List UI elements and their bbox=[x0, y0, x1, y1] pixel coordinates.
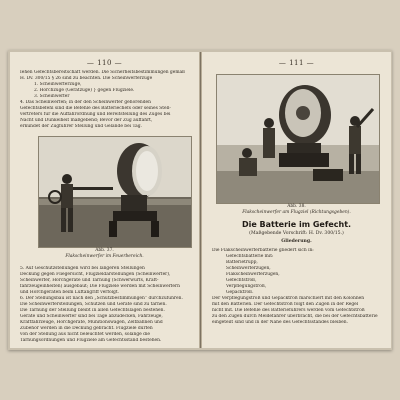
text-line: von der Stellung aus nicht beleuchtet werden, solange die bbox=[20, 332, 150, 337]
figure-subcaption-left: Flakscheinwerfer im Feuerbereich. bbox=[65, 254, 144, 259]
figure-subcaption-right: Flakscheinwerfer am Flugziel (Richtungsgeben). bbox=[242, 210, 351, 215]
text-line: mit den Batterien. Der Gefechtstroß folgt den Zügen in der Regel bbox=[212, 302, 359, 307]
left-bottom-text bbox=[20, 266, 191, 344]
figure-caption-right: Abb. 38. bbox=[287, 204, 306, 209]
text-line: Scheinwerfer, Horchgeräte und Tarnung (Schwerwurfs, Kraft- bbox=[20, 278, 159, 283]
text-line: H. Dv. 300/15 § 26 sind zu beachten. Die Scheinwerferzüge bbox=[20, 76, 153, 81]
text-line: 1. Scheinwerferzüge, bbox=[34, 82, 82, 87]
text-line: zu den Zügen durch Meldefahrer überbracht, die bei der Gefechtsbatterie bbox=[212, 314, 378, 319]
section-title: Die Batterie im Gefecht. bbox=[241, 220, 352, 229]
text-line: Nacht und Dunkelheit maßgebend; Bevor der Zug auffährt, bbox=[20, 118, 153, 123]
text-line: Deckung gegen Fliegersicht, Flugzieldarstellungen (Scheinwerfer), bbox=[20, 272, 171, 277]
text-line: 2. Horchzüge (Gerätzüge) } gegen Flugziele. bbox=[34, 88, 135, 93]
text-line: Kraftfahrzeuge, Horchgeräte, Munitionswagen, Zeltbahnen und bbox=[20, 320, 163, 325]
text-line: eingeteilt sind und in der Nähe des Gefechtsstandes bleiben. bbox=[212, 320, 348, 325]
left-top-text bbox=[20, 70, 191, 130]
text-line: Die Scheinwerferstellungen, Schützen und Geräte sind zu tarnen. bbox=[20, 302, 167, 307]
text-line: Scheinwerferzügen, bbox=[226, 266, 271, 271]
text-line: Batterietrupp, bbox=[226, 260, 258, 265]
text-line: Verpflegungstroß, bbox=[226, 284, 267, 289]
text-line: Gefechtstroß, bbox=[226, 278, 257, 283]
text-line: vertreters für die Auffahrordnung und Bereitstellung des Zuges bei bbox=[20, 112, 171, 117]
text-line: Iehen Gefechtsbereitschaft werden. Die Sicherheitsbestimmungen gemäß bbox=[20, 70, 186, 75]
page-number-left: — 110 — bbox=[86, 59, 123, 67]
text-line: Tarnungsordnungen und Flugziele am Gefechtsstand bestehen. bbox=[20, 338, 162, 343]
section-subtitle: (Maßgebende Vorschrift: H. Dv. 300/15.) bbox=[249, 231, 344, 236]
searchlight-illustration bbox=[39, 137, 191, 247]
text-line: 4. Das Scheinwerfen; in der den Scheinwerfer gehörenden bbox=[20, 100, 151, 105]
left-page bbox=[10, 52, 200, 348]
right-page bbox=[201, 52, 391, 348]
figure-caption-left: Abb. 37. bbox=[95, 248, 114, 253]
searchlight-photo-left bbox=[38, 136, 192, 248]
section-heading: Gliederung. bbox=[281, 239, 312, 244]
text-line: und Horchgeräten beim Luftangriff verfolgt. bbox=[20, 290, 120, 295]
text-line: 6. Der Stellungsbau ist nach den „Schutzbestimmungen“ durchzuführen. bbox=[20, 296, 183, 301]
book-spread bbox=[8, 50, 392, 350]
text-line: Gefechtsbefehl sind die Befehle des Batteriechefs oder seines Stell- bbox=[20, 106, 171, 111]
text-line: Gepäcktroß. bbox=[226, 290, 254, 295]
text-line: 5. Auf Geschützstellungen wird bei längeren Stellungen bbox=[20, 266, 145, 271]
text-line: Zubehör werden in die Deckung gebracht. Flugziele dürfen bbox=[20, 326, 153, 331]
page-number-right: — 111 — bbox=[278, 59, 315, 67]
text-line: Gefechtsbatterie mit: bbox=[226, 254, 274, 259]
searchlight-crew-illustration bbox=[217, 75, 379, 203]
text-line: Die Flakscheinwerferbatterie gliedert sich in: bbox=[212, 248, 314, 253]
text-line: Geräte und Scheinwerfer sind bei Tage abzudecken, Fahrzeuge, bbox=[20, 314, 163, 319]
text-line: Der Verpflegungstroß und Gepäcktroß marschiert mit den Kolonnen bbox=[212, 296, 365, 301]
text-line: nicht mit. Die Befehle des Batterieführers werden vom Gefechtstroß bbox=[212, 308, 365, 313]
right-body-text bbox=[212, 248, 383, 326]
text-line: fahrzeugeinheiten) ausgebaut; Die Flugziele werden mit Scheinwerfern bbox=[20, 284, 180, 289]
text-line: Die Tarnung der Stellung bleibt in allen Gefechtslagen bestehen. bbox=[20, 308, 165, 313]
searchlight-photo-right bbox=[216, 74, 380, 204]
text-line: Flakscheinwerferzügen, bbox=[226, 272, 280, 277]
text-line: erkundet der Zugführer Stellung und Gelände bei Tag. bbox=[20, 124, 142, 129]
text-line: 3. Scheinwerfer bbox=[34, 94, 70, 99]
